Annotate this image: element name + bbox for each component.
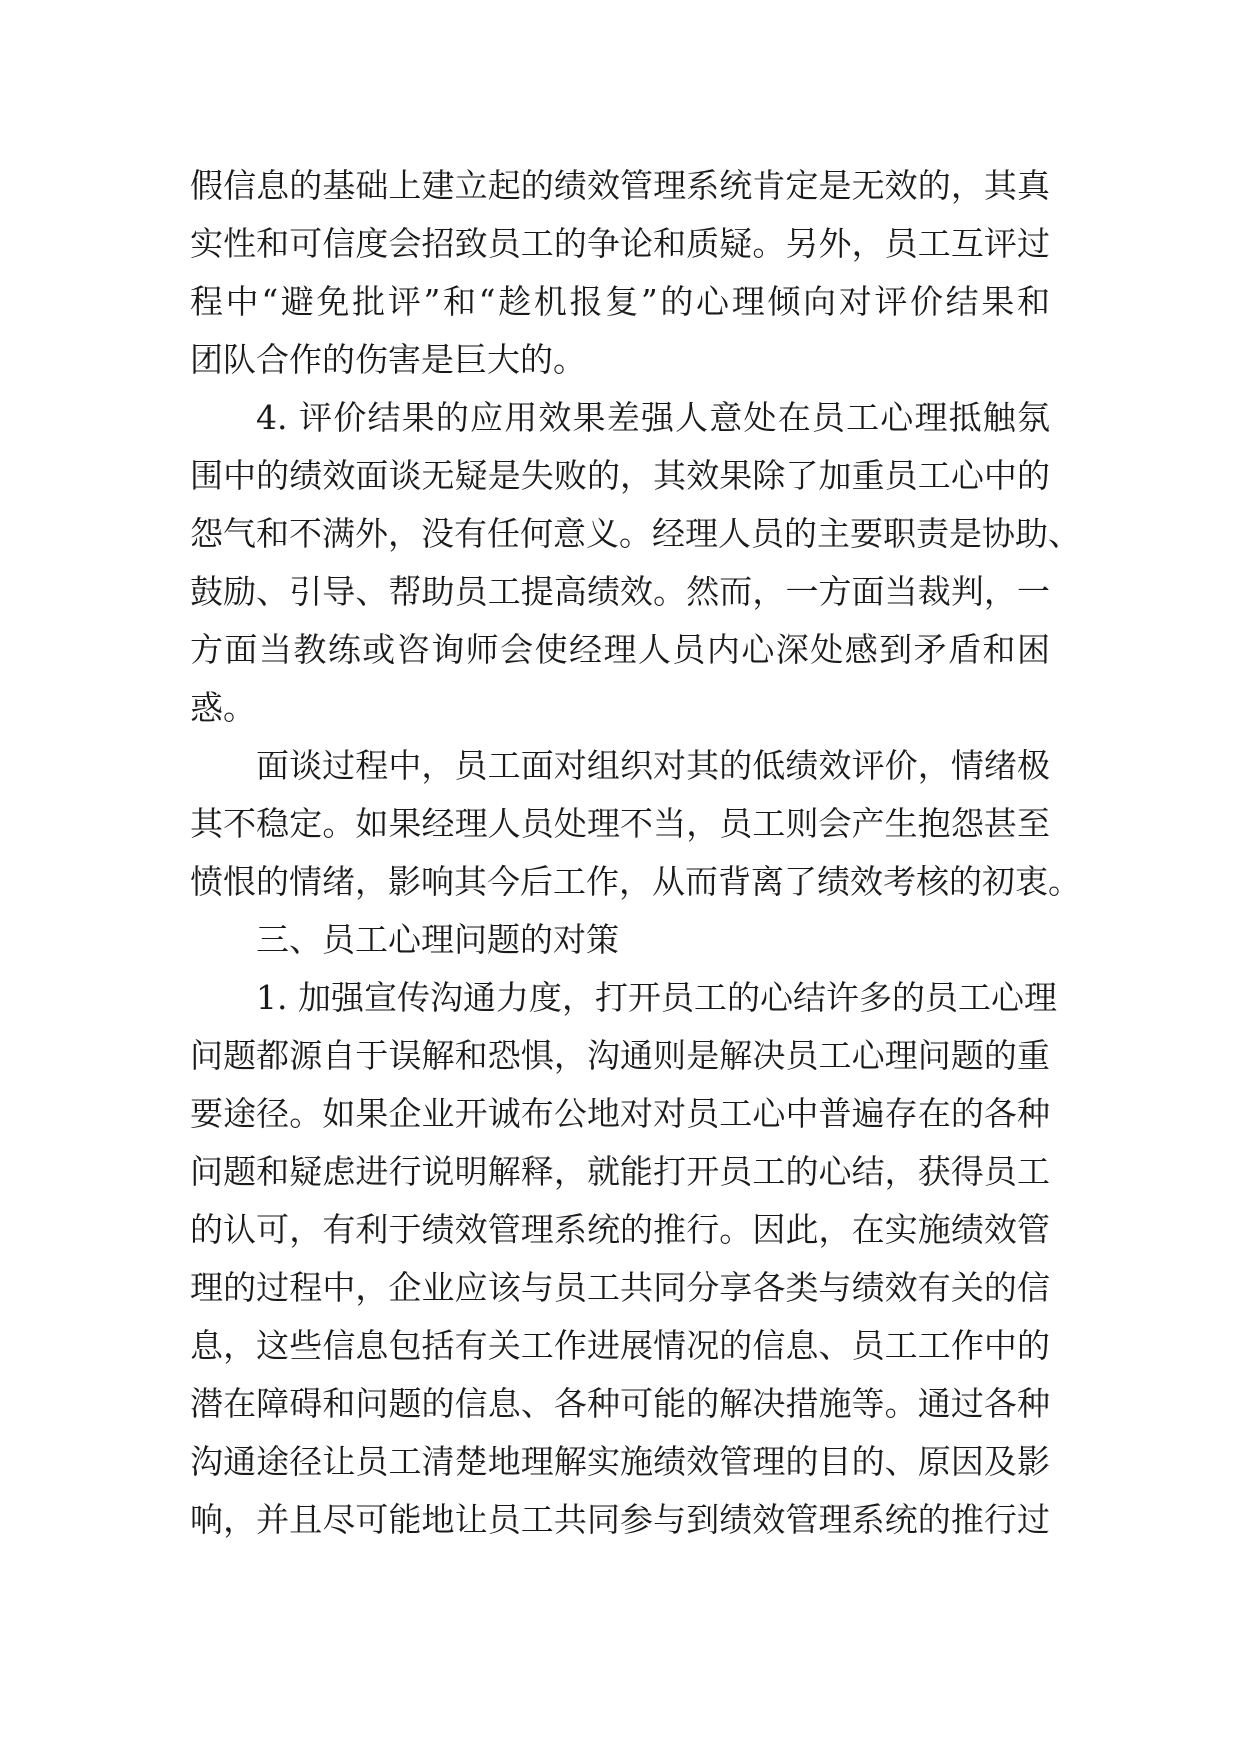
text-line: 怨气和不满外，没有任何意义。经理人员的主要职责是协助、 [190, 514, 1081, 553]
text-line: 4. 评价结果的应用效果差强人意处在员工心理抵触氛 [256, 398, 1050, 437]
text-line: 鼓励、引导、帮助员工提高绩效。然而，一方面当裁判，一 [190, 572, 1050, 611]
section-heading: 三、员工心理问题的对策 [256, 920, 619, 959]
text-line: 问题都源自于误解和恐惧，沟通则是解决员工心理问题的重 [190, 1036, 1050, 1075]
text-line: 响，并且尽可能地让员工共同参与到绩效管理系统的推行过 [190, 1500, 1050, 1539]
text-line: 团队合作的伤害是巨大的。 [190, 340, 586, 379]
text-line: 面谈过程中，员工面对组织对其的低绩效评价，情绪极 [256, 746, 1050, 785]
text-line: 的认可，有利于绩效管理系统的推行。因此，在实施绩效管 [190, 1210, 1050, 1249]
text-line: 要途径。如果企业开诚布公地对对员工心中普遍存在的各种 [190, 1094, 1050, 1133]
text-line: 其不稳定。如果经理人员处理不当，员工则会产生抱怨甚至 [190, 804, 1050, 843]
text-line: 潜在障碍和问题的信息、各种可能的解决措施等。通过各种 [190, 1384, 1050, 1423]
text-line: 惑。 [190, 688, 256, 727]
text-line: 息，这些信息包括有关工作进展情况的信息、员工工作中的 [190, 1326, 1050, 1365]
body-text [190, 157, 1081, 1549]
text-line: 沟通途径让员工清楚地理解实施绩效管理的目的、原因及影 [190, 1442, 1050, 1481]
text-line: 1. 加强宣传沟通力度，打开员工的心结许多的员工心理 [256, 978, 1057, 1017]
text-line: 问题和疑虑进行说明解释，就能打开员工的心结，获得员工 [190, 1152, 1050, 1191]
text-line: 假信息的基础上建立起的绩效管理系统肯定是无效的，其真 [190, 166, 1050, 205]
text-line: 实性和可信度会招致员工的争论和质疑。另外，员工互评过 [190, 224, 1050, 263]
text-line: 方面当教练或咨询师会使经理人员内心深处感到矛盾和困 [190, 630, 1050, 669]
text-line: 理的过程中，企业应该与员工共同分享各类与绩效有关的信 [190, 1268, 1050, 1307]
text-line: 愤恨的情绪，影响其今后工作，从而背离了绩效考核的初衷。 [190, 862, 1081, 901]
text-line: 程中“避免批评”和“趁机报复”的心理倾向对评价结果和 [190, 282, 1050, 321]
text-line: 围中的绩效面谈无疑是失败的，其效果除了加重员工心中的 [190, 456, 1050, 495]
